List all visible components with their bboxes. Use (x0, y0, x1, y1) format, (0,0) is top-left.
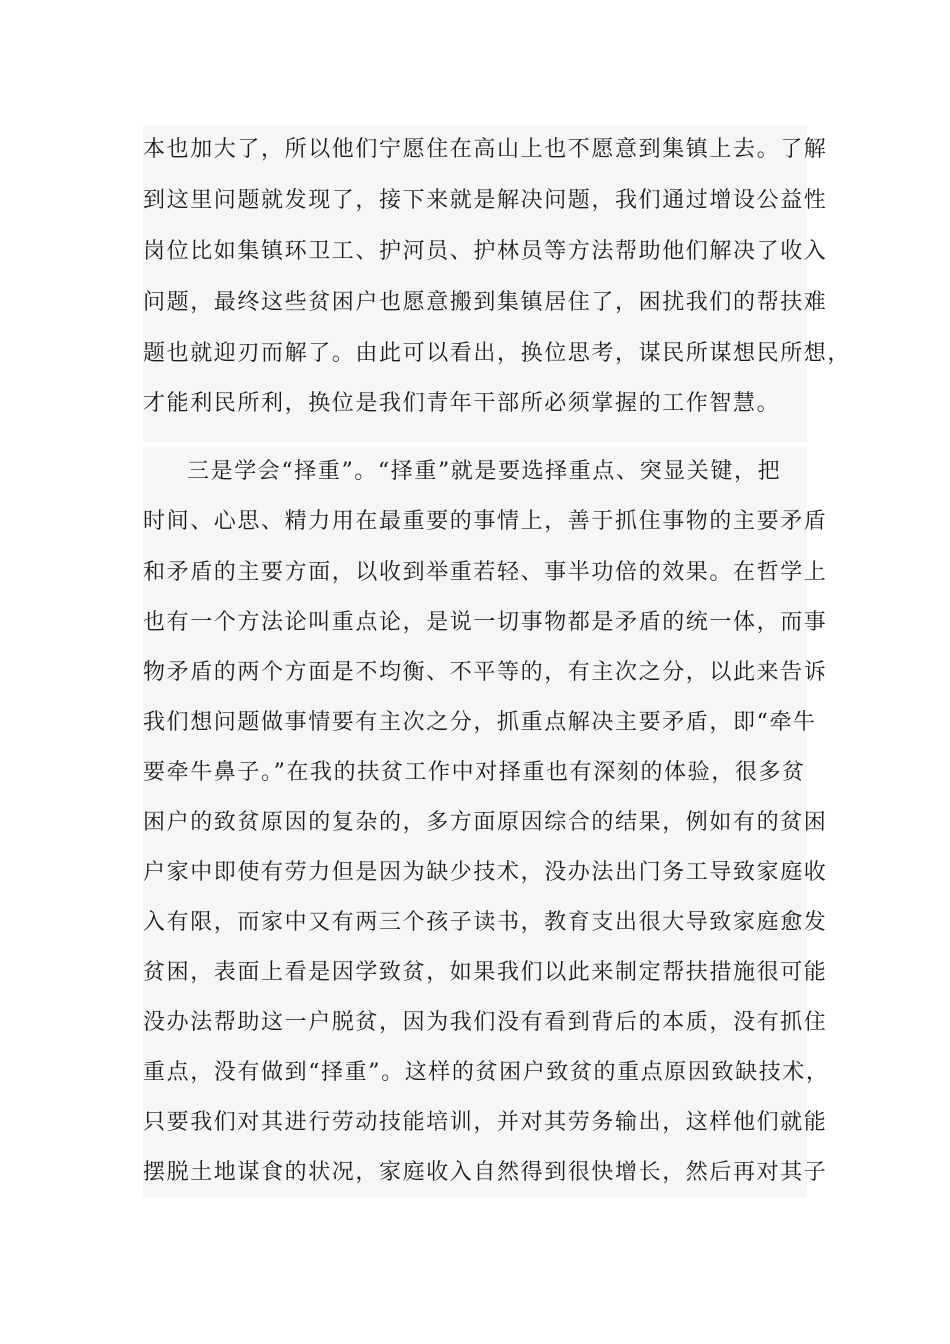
text-line: 题也就迎刃而解了。由此可以看出，换位思考，谋民所谋想民所想， (143, 341, 852, 366)
text-line: 物矛盾的两个方面是不均衡、不平等的，有主次之分，以此来告诉 (143, 660, 828, 685)
text-line: 到这里问题就发现了，接下来就是解决问题，我们通过增设公益性 (143, 188, 828, 213)
text-line: 和矛盾的主要方面，以收到举重若轻、事半功倍的效果。在哲学上 (143, 560, 828, 585)
text-line: 问题，最终这些贫困户也愿意搬到集镇居住了，困扰我们的帮扶难 (143, 290, 828, 315)
text-line: 摆脱土地谋食的状况，家庭收入自然得到很快增长，然后再对其子 (143, 1160, 828, 1185)
text-line: 贫困，表面上看是因学致贫，如果我们以此来制定帮扶措施很可能 (143, 960, 828, 985)
text-line: 只要我们对其进行劳动技能培训，并对其劳务输出，这样他们就能 (143, 1110, 828, 1135)
text-line: 时间、心思、精力用在最重要的事情上，善于抓住事物的主要矛盾 (143, 509, 828, 534)
paragraph-continuation (143, 125, 852, 442)
text-line: 重点，没有做到“择重”。这样的贫困户致贫的重点原因致缺技术， (143, 1060, 830, 1085)
text-line: 也有一个方法论叫重点论，是说一切事物都是矛盾的统一体，而事 (143, 610, 828, 635)
text-line: 没办法帮助这一户脱贫，因为我们没有看到背后的本质，没有抓住 (143, 1010, 828, 1035)
text-line: 才能利民所利，换位是我们青年干部所必须掌握的工作智慧。 (143, 391, 781, 416)
text-line: 入有限，而家中又有两三个孩子读书，教育支出很大导致家庭愈发 (143, 910, 828, 935)
text-line: 三是学会“择重”。“择重”就是要选择重点、突显关键，把 (187, 459, 782, 484)
text-line: 本也加大了，所以他们宁愿住在高山上也不愿意到集镇上去。了解 (143, 137, 828, 162)
paragraph-three (143, 447, 830, 1197)
text-line: 岗位比如集镇环卫工、护河员、护林员等方法帮助他们解决了收入 (143, 239, 828, 264)
text-line: 要牵牛鼻子。”在我的扶贫工作中对择重也有深刻的体验，很多贫 (143, 760, 806, 785)
text-line: 户家中即使有劳力但是因为缺少技术，没办法出门务工导致家庭收 (143, 860, 828, 885)
text-line: 困户的致贫原因的复杂的，多方面原因综合的结果，例如有的贫困 (143, 810, 828, 835)
text-line: 我们想问题做事情要有主次之分，抓重点解决主要矛盾，即“牵牛 (143, 710, 817, 735)
